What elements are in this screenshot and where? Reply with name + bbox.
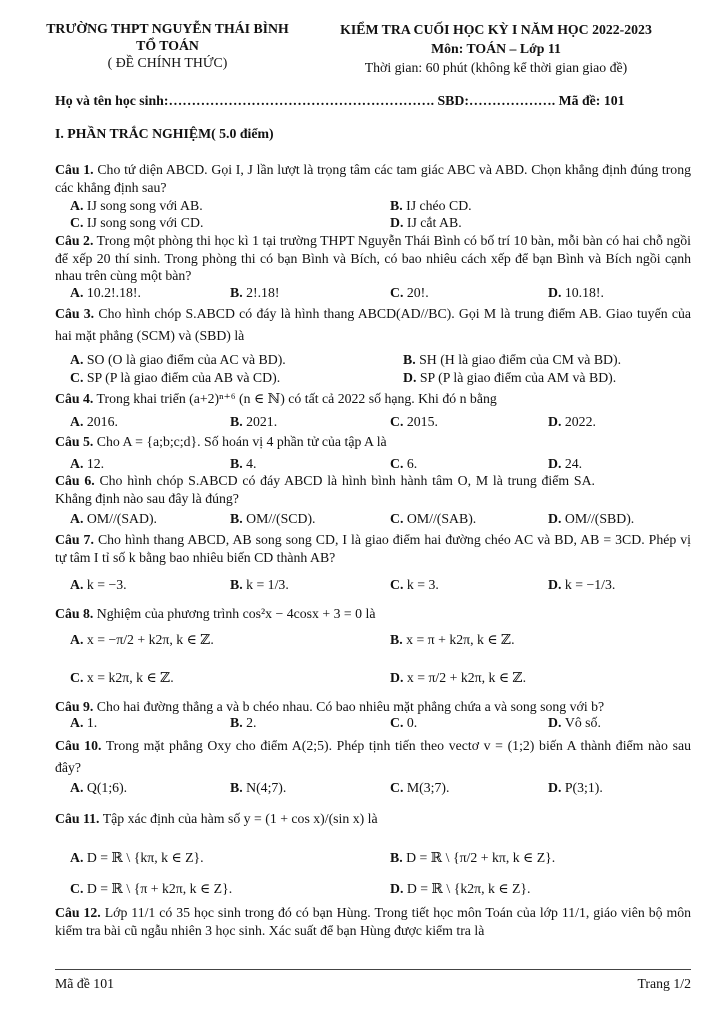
q6-option-d[interactable]: D. OM//(SBD).	[548, 511, 635, 526]
q9-option-d[interactable]: D. Vô số.	[548, 715, 601, 730]
school-header	[30, 20, 305, 71]
q1-option-b[interactable]: B. IJ chéo CD.	[390, 198, 472, 213]
q10-option-c[interactable]: C. M(3;7).	[390, 780, 450, 795]
question-text: Cho hình thang ABCD, AB song song CD, I là giao điểm hai đường chéo AC và BD, AB = 3CD. Phép vị tự tâm I tỉ số k bằng bao nhiêu biến CD thành AB?	[55, 532, 692, 565]
q5-option-c[interactable]: C. 6.	[390, 456, 418, 471]
department: TỔ TOÁN	[136, 38, 199, 53]
q10-option-b[interactable]: B. N(4;7).	[230, 780, 287, 795]
q1-option-d[interactable]: D. IJ cắt AB.	[390, 215, 462, 230]
question-text: Cho hình chóp S.ABCD có đáy là hình thang ABCD(AD//BC). Gọi M là trung điểm AB. Giao tuyến của hai mặt phẳng (SCM) và (SBD) là	[55, 306, 691, 343]
question-number: Câu 2.	[55, 233, 94, 248]
question-number: Câu 11.	[55, 811, 100, 826]
q7-option-d[interactable]: D. k = −1/3.	[548, 577, 616, 592]
q8-option-b[interactable]: B. x = π + k2π, k ∈ ℤ.	[390, 632, 515, 647]
school-name: TRƯỜNG THPT NGUYỄN THÁI BÌNH	[46, 21, 289, 36]
question-text: Cho tứ diện ABCD. Gọi I, J lần lượt là trọng tâm các tam giác ABC và ABD. Chọn khẳng định đúng trong các khẳng định sau?	[55, 162, 691, 195]
q8-option-d[interactable]: D. x = π/2 + k2π, k ∈ ℤ.	[390, 670, 527, 685]
student-info-line: Họ và tên học sinh:…………………………………………………. SBD:………………. Mã đề: 101	[55, 93, 625, 108]
question-number: Câu 12.	[55, 905, 101, 920]
q5-option-a[interactable]: A. 12.	[70, 456, 105, 471]
q3-option-c[interactable]: C. SP (P là giao điểm của AB và CD).	[70, 370, 281, 385]
question-text: Nghiệm của phương trình cos²x − 4cosx + 3 = 0 là	[96, 606, 376, 621]
question-text: Trong một phòng thi học kì 1 tại trường THPT Nguyễn Thái Bình có bố trí 10 bàn, mỗi bàn có hai chỗ ngồi để xếp 20 thí sinh. Trong phòng thi có bạn Bình và Bích, có bao nhiêu cách xếp để bạn Bình và Bích ngồi cạnh nhau trên cùng một bàn?	[55, 233, 691, 283]
q6-option-b[interactable]: B. OM//(SCD).	[230, 511, 316, 526]
question-11	[55, 810, 691, 828]
q6-option-a[interactable]: A. OM//(SAD).	[70, 511, 158, 526]
q6-option-c[interactable]: C. OM//(SAB).	[390, 511, 477, 526]
q9-option-a[interactable]: A. 1.	[70, 715, 98, 730]
q4-option-a[interactable]: A. 2016.	[70, 414, 118, 429]
question-text: Trong khai triển (a+2)ⁿ⁺⁶ (n ∈ ℕ) có tất cả 2022 số hạng. Khi đó n bằng	[96, 391, 497, 406]
question-number: Câu 3.	[55, 306, 95, 321]
q11-option-a[interactable]: A. D = ℝ \ {kπ, k ∈ Z}.	[70, 850, 204, 865]
question-number: Câu 7.	[55, 532, 94, 547]
q9-option-b[interactable]: B. 2.	[230, 715, 257, 730]
q5-option-d[interactable]: D. 24.	[548, 456, 583, 471]
q7-option-b[interactable]: B. k = 1/3.	[230, 577, 289, 592]
q3-option-d[interactable]: D. SP (P là giao điểm của AM và BD).	[403, 370, 617, 385]
q2-option-b[interactable]: B. 2!.18!	[230, 285, 280, 300]
question-text: Trong mặt phẳng Oxy cho điểm A(2;5). Phép tịnh tiến theo vectơ v = (1;2) biến A thành điểm nào sau đây?	[55, 738, 691, 775]
question-7	[55, 531, 691, 566]
footer-divider	[55, 969, 691, 970]
q2-option-c[interactable]: C. 20!.	[390, 285, 429, 300]
q11-option-d[interactable]: D. D = ℝ \ {k2π, k ∈ Z}.	[390, 881, 531, 896]
question-text: Tập xác định của hàm số y = (1 + cos x)/(sin x) là	[102, 811, 378, 826]
question-12	[55, 904, 691, 939]
q5-option-b[interactable]: B. 4.	[230, 456, 257, 471]
question-2	[55, 232, 691, 285]
q11-option-b[interactable]: B. D = ℝ \ {π/2 + kπ, k ∈ Z}.	[390, 850, 556, 865]
question-9	[55, 698, 691, 716]
q3-option-a[interactable]: A. SO (O là giao điểm của AC và BD).	[70, 352, 286, 367]
footer-exam-code: Mã đề 101	[55, 976, 115, 991]
official-label: ( ĐỀ CHÍNH THỨC)	[107, 55, 228, 70]
question-number: Câu 4.	[55, 391, 94, 406]
question-number: Câu 9.	[55, 699, 94, 714]
q8-option-c[interactable]: C. x = k2π, k ∈ ℤ.	[70, 670, 174, 685]
q4-option-d[interactable]: D. 2022.	[548, 414, 596, 429]
time-limit: Thời gian: 60 phút (không kể thời gian giao đề)	[364, 60, 628, 75]
q1-option-a[interactable]: A. IJ song song với AB.	[70, 198, 203, 213]
q11-option-c[interactable]: C. D = ℝ \ {π + k2π, k ∈ Z}.	[70, 881, 233, 896]
question-text: Cho A = {a;b;c;d}. Số hoán vị 4 phần tử của tập A là	[96, 434, 387, 449]
q4-option-c[interactable]: C. 2015.	[390, 414, 438, 429]
question-text: Cho hai đường thẳng a và b chéo nhau. Có bao nhiêu mặt phẳng chứa a và song song với b?	[96, 699, 605, 714]
q2-option-d[interactable]: D. 10.18!.	[548, 285, 604, 300]
question-5	[55, 433, 691, 451]
exam-title: KIỂM TRA CUỐI HỌC KỲ I NĂM HỌC 2022-2023	[340, 22, 652, 37]
question-number: Câu 8.	[55, 606, 94, 621]
q8-option-a[interactable]: A. x = −π/2 + k2π, k ∈ ℤ.	[70, 632, 214, 647]
q1-option-c[interactable]: C. IJ song song với CD.	[70, 215, 204, 230]
q10-option-a[interactable]: A. Q(1;6).	[70, 780, 128, 795]
question-3	[55, 303, 691, 347]
q4-option-b[interactable]: B. 2021.	[230, 414, 278, 429]
q3-option-b[interactable]: B. SH (H là giao điểm của CM và BD).	[403, 352, 622, 367]
q10-option-d[interactable]: D. P(3;1).	[548, 780, 603, 795]
q2-option-a[interactable]: A. 10.2!.18!.	[70, 285, 141, 300]
question-4	[55, 390, 691, 408]
section-title: I. PHẦN TRẮC NGHIỆM( 5.0 điểm)	[55, 126, 274, 141]
footer-page-number: Trang 1/2	[637, 976, 691, 991]
question-1	[55, 161, 691, 196]
subject: Môn: TOÁN – Lớp 11	[431, 41, 561, 56]
exam-header	[300, 20, 692, 77]
q7-option-a[interactable]: A. k = −3.	[70, 577, 127, 592]
question-number: Câu 10.	[55, 738, 102, 753]
question-text: Lớp 11/1 có 35 học sinh trong đó có bạn Hùng. Trong tiết học môn Toán của lớp 11/1, giáo viên bộ môn kiểm tra bài cũ ngẫu nhiên 3 học sinh. Xác suất để bạn Hùng được kiểm tra là	[55, 905, 691, 938]
question-10	[55, 735, 691, 779]
question-6	[55, 472, 595, 507]
q9-option-c[interactable]: C. 0.	[390, 715, 418, 730]
question-number: Câu 5.	[55, 434, 94, 449]
question-text: Cho hình chóp S.ABCD có đáy ABCD là hình bình hành tâm O, M là trung điểm SA. Khẳng định nào sau đây là đúng?	[55, 473, 595, 506]
question-number: Câu 6.	[55, 473, 95, 488]
question-number: Câu 1.	[55, 162, 94, 177]
question-8	[55, 605, 691, 623]
q7-option-c[interactable]: C. k = 3.	[390, 577, 439, 592]
